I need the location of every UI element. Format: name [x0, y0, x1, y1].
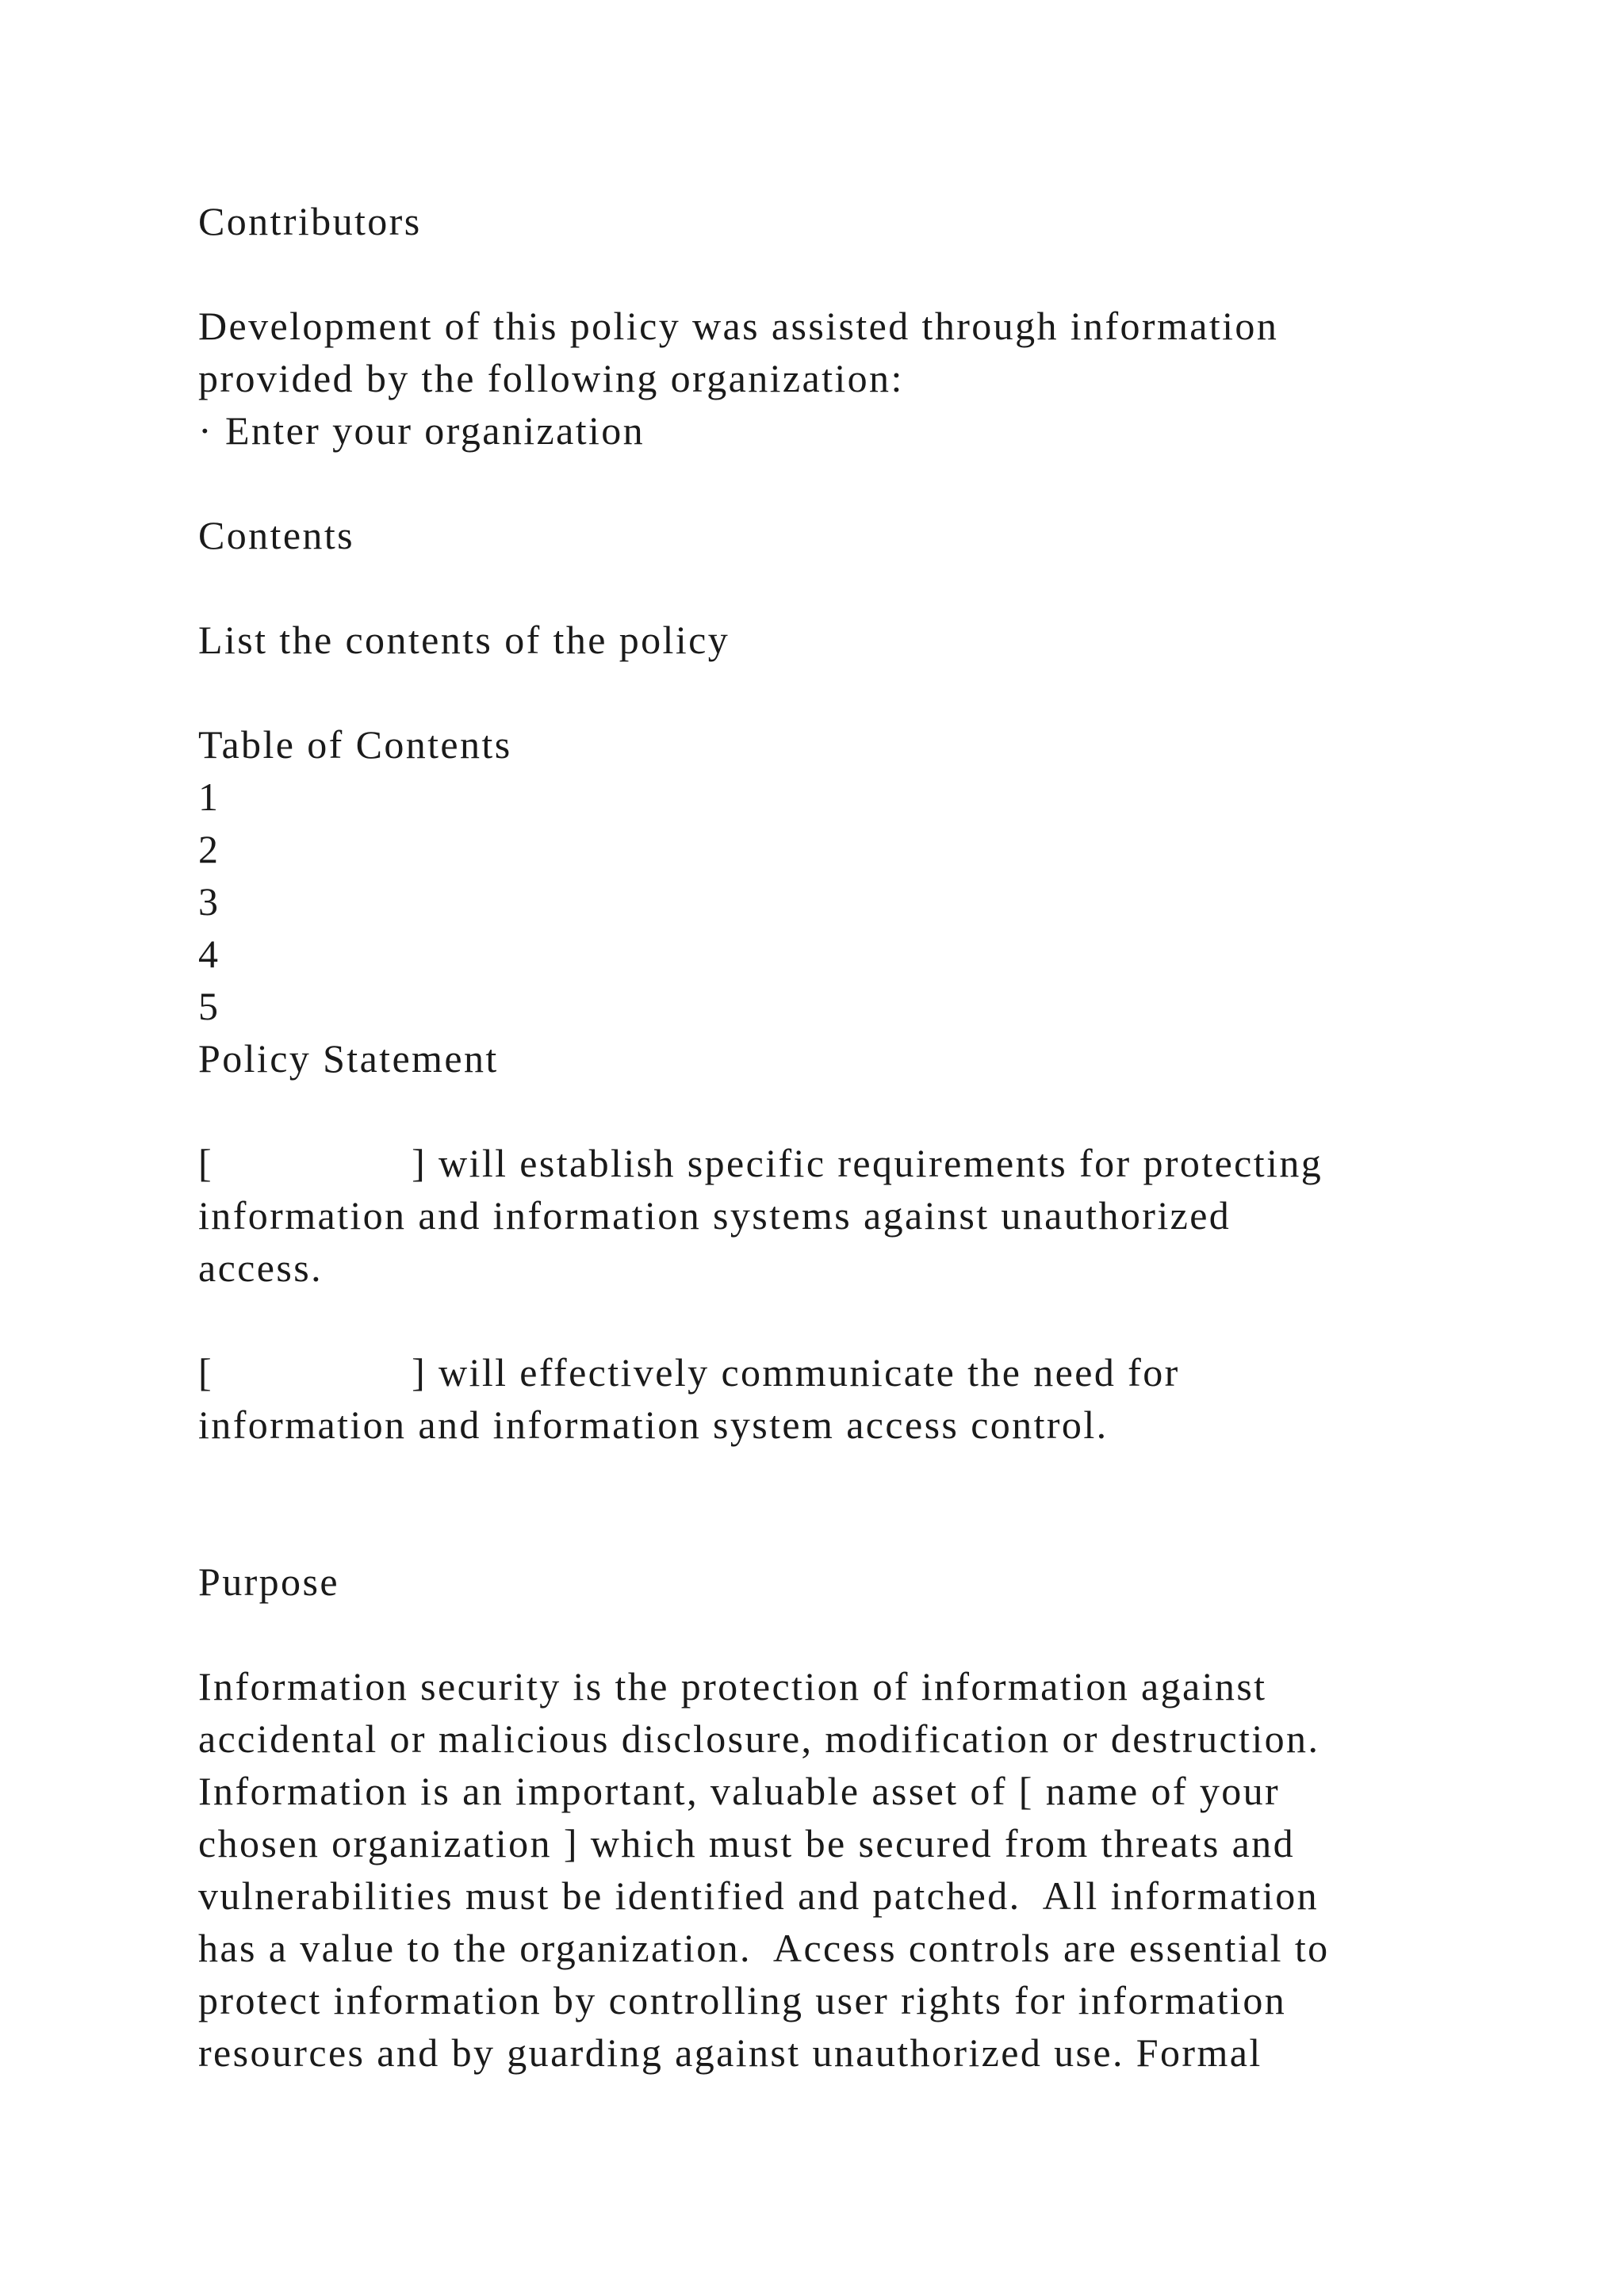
document-body: [198, 195, 1546, 2079]
policy-statement-heading: Policy Statement: [198, 1036, 499, 1081]
open-bracket: [: [198, 1350, 214, 1395]
purpose-line: accidental or malicious disclosure, modification or destruction.: [198, 1716, 1320, 1761]
toc-item: 1: [198, 775, 220, 819]
blank-line: [198, 247, 1546, 300]
purpose-line: chosen organization ] which must be secured from threats and: [198, 1821, 1295, 1866]
blank-line: [198, 561, 1546, 614]
policy-p1-line-2: information and information systems against unauthorized: [198, 1193, 1231, 1238]
policy-p1-line-1-text: ] will establish specific requirements for protecting: [412, 1141, 1323, 1185]
contributors-bullet: · Enter your organization: [198, 408, 645, 453]
policy-p2-line-2: information and information system access control.: [198, 1402, 1109, 1447]
toc-item: 4: [198, 932, 220, 976]
purpose-line: resources and by guarding against unauthorized use. Formal: [198, 2030, 1262, 2075]
purpose-line: Information is an important, valuable asset of [ name of your: [198, 1769, 1281, 1813]
policy-p1-line-1: [198, 1137, 1546, 1189]
contributors-heading: Contributors: [198, 199, 422, 243]
purpose-line: Information security is the protection of information against: [198, 1664, 1267, 1709]
policy-p2-line-1-text: ] will effectively communicate the need for: [412, 1350, 1180, 1395]
contents-instruction: List the contents of the policy: [198, 618, 730, 662]
purpose-line: protect information by controlling user rights for information: [198, 1978, 1287, 2022]
purpose-line: vulnerabilities must be identified and patched. All information: [198, 1873, 1320, 1918]
contributors-intro-line-1: Development of this policy was assisted through information: [198, 304, 1279, 348]
purpose-heading: Purpose: [198, 1559, 339, 1604]
blank-line: [198, 457, 1546, 509]
blank-line: [198, 1608, 1546, 1660]
contributors-intro-line-2: provided by the following organization:: [198, 356, 904, 400]
blank-line: [198, 666, 1546, 718]
purpose-line: has a value to the organization. Access controls are essential to: [198, 1926, 1330, 1970]
toc-item: 3: [198, 879, 220, 924]
blank-line: [198, 1085, 1546, 1137]
contents-heading: Contents: [198, 513, 354, 557]
toc-item: 2: [198, 827, 220, 871]
policy-p2-line-1: [198, 1346, 1546, 1399]
open-bracket: [: [198, 1141, 214, 1185]
toc-item: 5: [198, 984, 220, 1028]
blank-lines: [198, 1451, 1546, 1556]
blank-line: [198, 1294, 1546, 1346]
policy-p1-line-3: access.: [198, 1246, 323, 1290]
toc-heading: Table of Contents: [198, 722, 512, 767]
